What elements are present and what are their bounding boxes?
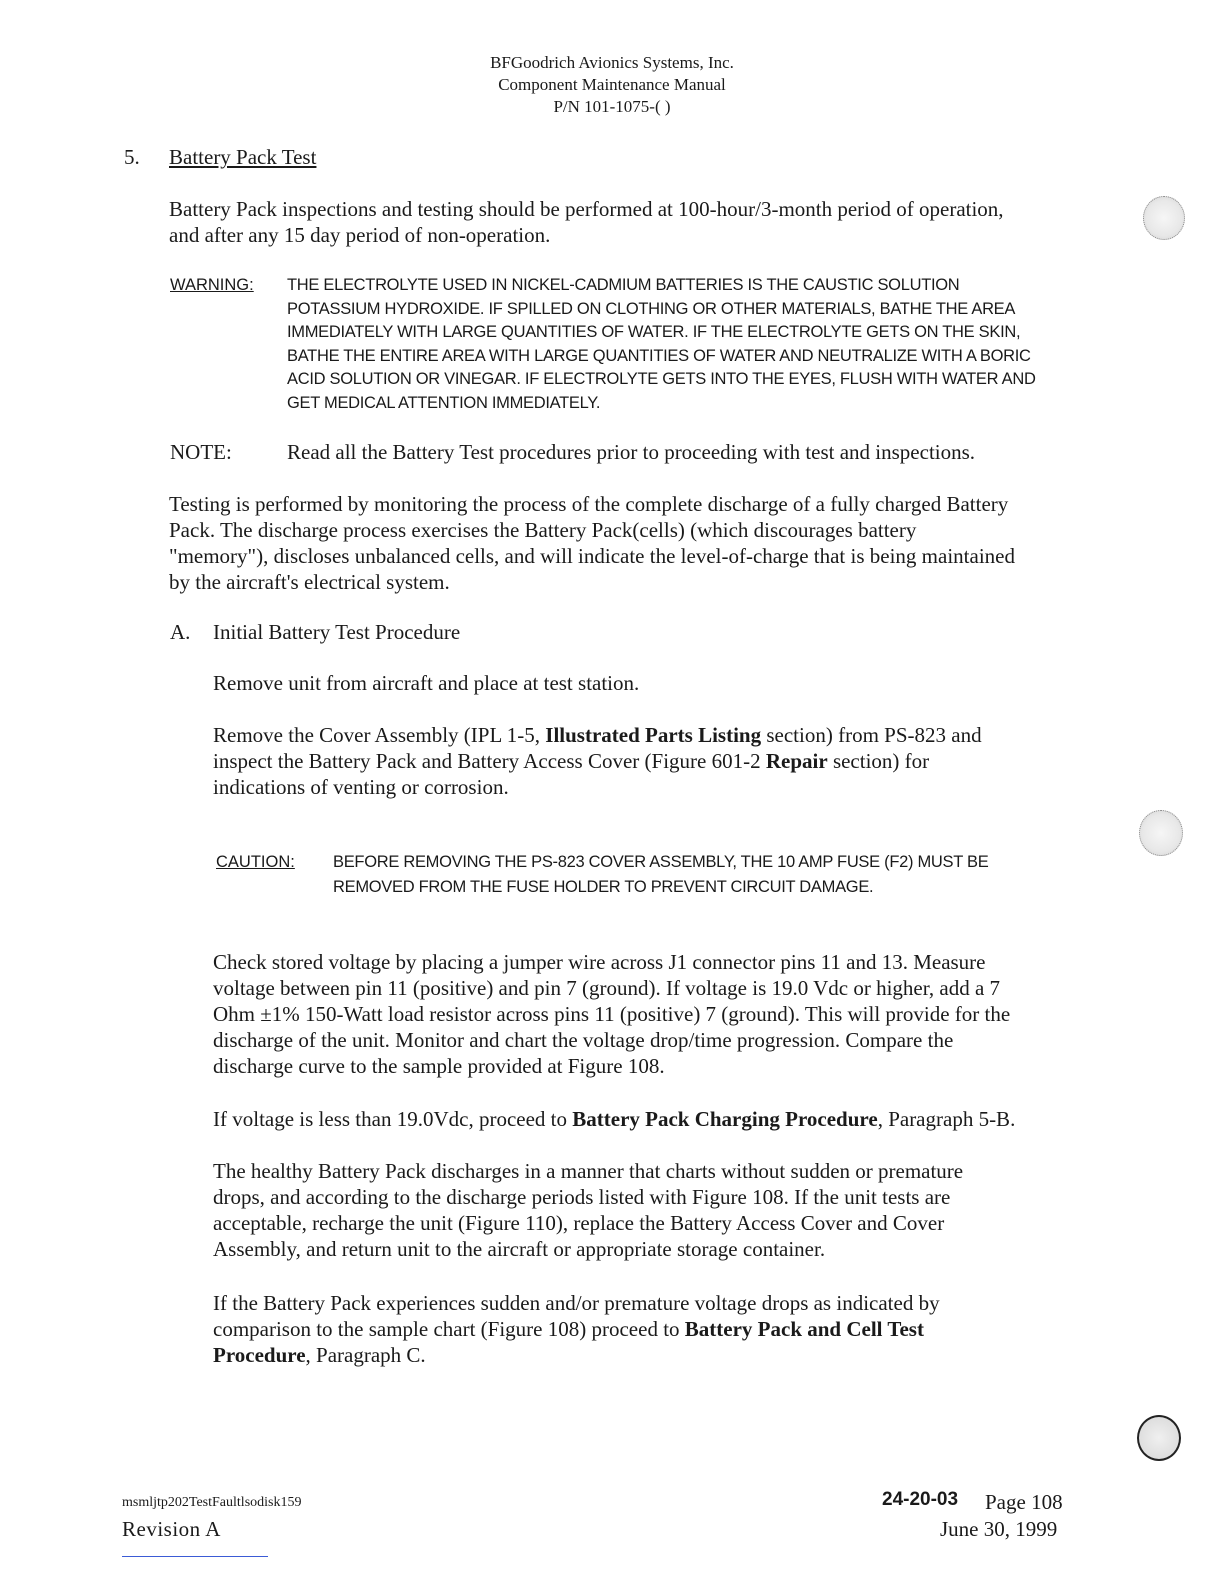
repair-reference: Repair <box>765 749 828 773</box>
page-header <box>0 52 1224 118</box>
remove-unit-paragraph: Remove unit from aircraft and place at test station. <box>213 671 640 695</box>
low-voltage-paragraph: If voltage is less than 19.0Vdc, proceed to Battery Pack Charging Procedure, Paragraph 5-B. <box>213 1107 1016 1131</box>
remove-cover-line: Remove the Cover Assembly (IPL 1-5, Illustrated Parts Listing section) from PS-823 and <box>213 723 982 747</box>
premature-drop-paragraph <box>213 1290 940 1368</box>
premature-line: If the Battery Pack experiences sudden and/or premature voltage drops as indicated by <box>213 1291 940 1315</box>
check-voltage-paragraph <box>213 949 1010 1079</box>
caution-line: BEFORE REMOVING THE PS-823 COVER ASSEMBLY, THE 10 AMP FUSE (F2) MUST BE <box>333 853 989 871</box>
testing-line: Testing is performed by monitoring the process of the complete discharge of a fully charged Battery <box>169 492 1009 516</box>
testing-line: by the aircraft's electrical system. <box>169 570 450 594</box>
check-voltage-line: Check stored voltage by placing a jumper wire across J1 connector pins 11 and 13. Measure <box>213 950 986 974</box>
testing-line: "memory"), discloses unbalanced cells, and will indicate the level-of-charge that is being maintained <box>169 544 1015 568</box>
part-number: P/N 101-1075-( ) <box>553 97 671 116</box>
check-voltage-line: discharge curve to the sample provided at Figure 108. <box>213 1054 665 1078</box>
premature-line: comparison to the sample chart (Figure 108) proceed to Battery Pack and Cell Test <box>213 1317 924 1341</box>
check-voltage-line: voltage between pin 11 (positive) and pin 7 (ground). If voltage is 19.0 Vdc or higher, add a 7 <box>213 976 1001 1000</box>
section-title: Battery Pack Test <box>169 145 317 169</box>
healthy-line: drops, and according to the discharge periods listed with Figure 108. If the unit tests are <box>213 1185 951 1209</box>
charging-procedure-reference: Battery Pack Charging Procedure <box>572 1107 878 1131</box>
caution-line: REMOVED FROM THE FUSE HOLDER TO PREVENT CIRCUIT DAMAGE. <box>333 877 874 896</box>
healthy-line: The healthy Battery Pack discharges in a manner that charts without sudden or premature <box>213 1159 964 1183</box>
remove-cover-line: indications of venting or corrosion. <box>213 775 509 799</box>
cell-test-reference: Battery Pack and Cell Test <box>684 1317 924 1341</box>
subsection-title: Initial Battery Test Procedure <box>213 620 461 644</box>
premature-line: Procedure, Paragraph C. <box>213 1343 426 1367</box>
check-voltage-line: discharge of the unit. Monitor and chart the voltage drop/time progression. Compare the <box>213 1028 954 1052</box>
healthy-line: Assembly, and return unit to the aircraft or appropriate storage container. <box>213 1237 826 1261</box>
warning-line: BATHE THE ENTIRE AREA WITH LARGE QUANTITIES OF WATER AND NEUTRALIZE WITH A BORIC <box>287 346 1031 365</box>
punch-hole-icon <box>1139 810 1183 856</box>
footer-divider <box>122 1556 268 1557</box>
check-voltage-line: Ohm ±1% 150-Watt load resistor across pins 11 (positive) 7 (ground). This will provide for the <box>213 1002 1011 1026</box>
warning-line: GET MEDICAL ATTENTION IMMEDIATELY. <box>287 393 601 412</box>
manual-title: Component Maintenance Manual <box>498 75 726 94</box>
remove-cover-line: inspect the Battery Pack and Battery Access Cover (Figure 601-2 Repair section) for <box>213 749 930 773</box>
note-label: NOTE: <box>170 440 232 464</box>
intro-line: Battery Pack inspections and testing should be performed at 100-hour/3-month period of operation, <box>169 197 1004 221</box>
intro-paragraph <box>169 196 1004 248</box>
warning-label: WARNING: <box>170 276 254 294</box>
testing-paragraph <box>169 491 1015 595</box>
subsection-letter: A. <box>170 620 191 644</box>
healthy-line: acceptable, recharge the unit (Figure 110), replace the Battery Access Cover and Cover <box>213 1211 945 1235</box>
footer-date: June 30, 1999 <box>940 1517 1058 1541</box>
footer-doc-number: 24-20-03 <box>882 1489 959 1510</box>
caution-label: CAUTION: <box>216 853 295 871</box>
warning-line: THE ELECTROLYTE USED IN NICKEL-CADMIUM BATTERIES IS THE CAUSTIC SOLUTION <box>287 276 960 294</box>
caution-text <box>333 850 988 899</box>
remove-cover-paragraph <box>213 722 982 800</box>
footer-file-id: msmljtp202TestFaultlsodisk159 <box>122 1495 302 1510</box>
footer-revision: Revision A <box>122 1517 221 1541</box>
testing-line: Pack. The discharge process exercises the Battery Pack(cells) (which discourages battery <box>169 518 917 542</box>
note-text: Read all the Battery Test procedures prior to proceeding with test and inspections. <box>287 440 976 464</box>
healthy-pack-paragraph <box>213 1158 963 1262</box>
footer-page-number: Page 108 <box>985 1490 1063 1514</box>
ipl-reference: Illustrated Parts Listing <box>545 723 762 747</box>
warning-line: IMMEDIATELY WITH LARGE QUANTITIES OF WATER. IF THE ELECTROLYTE GETS ON THE SKIN, <box>287 323 1021 341</box>
punch-hole-icon <box>1137 1415 1181 1461</box>
company-name: BFGoodrich Avionics Systems, Inc. <box>490 53 734 72</box>
intro-line: and after any 15 day period of non-operation. <box>169 223 551 247</box>
section-number: 5. <box>124 145 140 169</box>
warning-text <box>287 274 1077 415</box>
warning-line: POTASSIUM HYDROXIDE. IF SPILLED ON CLOTHING OR OTHER MATERIALS, BATHE THE AREA <box>287 299 1016 318</box>
punch-hole-icon <box>1143 196 1185 240</box>
warning-line: ACID SOLUTION OR VINEGAR. IF ELECTROLYTE GETS INTO THE EYES, FLUSH WITH WATER AND <box>287 370 1036 388</box>
